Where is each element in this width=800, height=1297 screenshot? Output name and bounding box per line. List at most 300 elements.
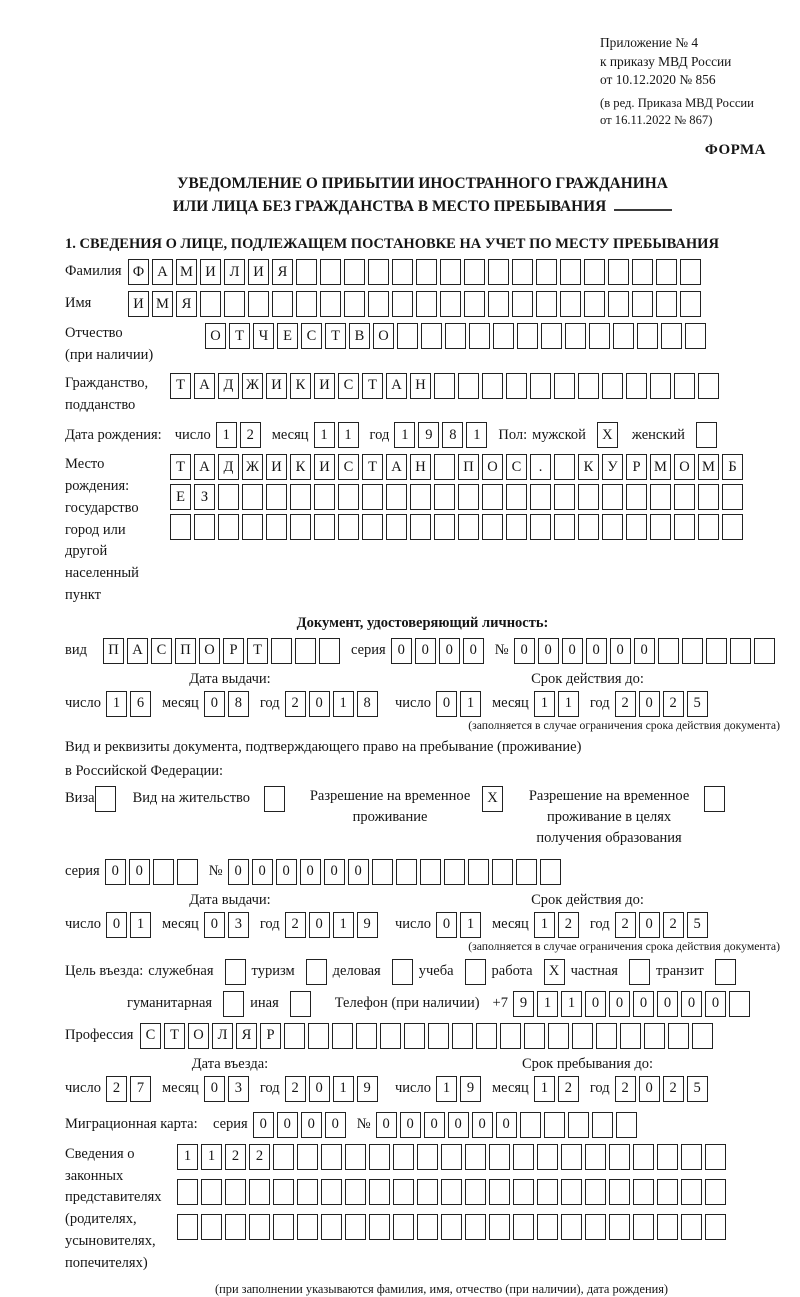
char-box: 9 bbox=[513, 991, 534, 1017]
char-box: З bbox=[194, 484, 215, 510]
char-box: Д bbox=[218, 454, 239, 480]
char-box bbox=[393, 1179, 414, 1205]
char-box: О bbox=[482, 454, 503, 480]
char-box: 0 bbox=[514, 638, 535, 664]
char-box bbox=[530, 514, 551, 540]
char-box bbox=[297, 1144, 318, 1170]
char-box: П bbox=[458, 454, 479, 480]
char-box: 0 bbox=[424, 1112, 445, 1138]
char-box bbox=[273, 1179, 294, 1205]
char-box: 3 bbox=[228, 1076, 249, 1102]
migration-number-cells bbox=[376, 1112, 640, 1138]
char-box: 1 bbox=[333, 691, 354, 717]
char-box bbox=[730, 638, 751, 664]
representatives-row bbox=[65, 1144, 780, 1275]
char-box: Л bbox=[224, 259, 245, 285]
option-residence-permit-label: Вид на жительство bbox=[132, 789, 251, 806]
char-box: Т bbox=[170, 373, 191, 399]
char-box bbox=[372, 859, 393, 885]
char-box: 2 bbox=[615, 691, 636, 717]
char-box bbox=[458, 373, 479, 399]
purpose-business-checkbox bbox=[392, 959, 413, 985]
char-box: Р bbox=[626, 454, 647, 480]
char-box: 8 bbox=[357, 691, 378, 717]
purpose-private-checkbox bbox=[629, 959, 650, 985]
char-box: 1 bbox=[338, 422, 359, 448]
char-box bbox=[465, 1179, 486, 1205]
char-box: 2 bbox=[285, 1076, 306, 1102]
birthplace-cells-row3 bbox=[170, 514, 746, 540]
char-box bbox=[320, 291, 341, 317]
char-box bbox=[224, 291, 245, 317]
stay-month-cells bbox=[534, 1076, 582, 1102]
char-box: М bbox=[698, 454, 719, 480]
char-box bbox=[369, 1179, 390, 1205]
sex-male-checkbox: X bbox=[597, 422, 618, 448]
option-temp-residence-education bbox=[520, 786, 728, 849]
char-box bbox=[698, 373, 719, 399]
char-box bbox=[530, 484, 551, 510]
char-box: 0 bbox=[633, 991, 654, 1017]
char-box bbox=[465, 1144, 486, 1170]
year-label: год bbox=[259, 1080, 280, 1097]
char-box: Ж bbox=[242, 454, 263, 480]
entry-purpose-label: Цель въезда: bbox=[65, 963, 144, 980]
stay-until-title: Срок пребывания до: bbox=[522, 1055, 653, 1072]
char-box bbox=[273, 1144, 294, 1170]
char-box bbox=[410, 484, 431, 510]
identity-expiry-month-cells bbox=[534, 691, 582, 717]
char-box bbox=[266, 514, 287, 540]
char-box: 1 bbox=[460, 691, 481, 717]
identity-doc-row bbox=[65, 638, 780, 664]
char-box bbox=[464, 259, 485, 285]
char-box: О bbox=[373, 323, 394, 349]
char-box bbox=[609, 1214, 630, 1240]
title-blank-line bbox=[614, 196, 672, 211]
purpose-official-checkbox bbox=[225, 959, 246, 985]
char-box bbox=[345, 1179, 366, 1205]
char-box: И bbox=[266, 373, 287, 399]
char-box bbox=[513, 1144, 534, 1170]
char-box bbox=[565, 323, 586, 349]
residence-number-label: № bbox=[208, 863, 223, 880]
char-box bbox=[537, 1179, 558, 1205]
surname-cells bbox=[128, 259, 704, 285]
migration-series-label: серия bbox=[213, 1116, 248, 1133]
char-box bbox=[482, 373, 503, 399]
char-box: 0 bbox=[348, 859, 369, 885]
identity-issue-month-cells bbox=[204, 691, 252, 717]
representatives-cells-row3 bbox=[177, 1214, 729, 1240]
day-label: число bbox=[395, 1080, 431, 1097]
doc-type-cells bbox=[103, 638, 343, 664]
purpose-transit-checkbox bbox=[715, 959, 736, 985]
char-box bbox=[345, 1144, 366, 1170]
residence-doc-series-row bbox=[65, 859, 780, 885]
char-box bbox=[417, 1179, 438, 1205]
char-box bbox=[609, 1144, 630, 1170]
char-box bbox=[493, 323, 514, 349]
residence-expiry-day-cells bbox=[436, 912, 484, 938]
char-box bbox=[657, 1144, 678, 1170]
char-box bbox=[421, 323, 442, 349]
char-box: 0 bbox=[105, 859, 126, 885]
char-box: 1 bbox=[537, 991, 558, 1017]
char-box bbox=[380, 1023, 401, 1049]
char-box bbox=[554, 484, 575, 510]
purpose-official-label: служебная bbox=[148, 963, 214, 980]
birth-month-cells bbox=[314, 422, 362, 448]
char-box: В bbox=[349, 323, 370, 349]
representatives-cells-row2 bbox=[177, 1179, 729, 1205]
char-box: 0 bbox=[496, 1112, 517, 1138]
char-box bbox=[194, 514, 215, 540]
char-box: 0 bbox=[228, 859, 249, 885]
form-title-line1: УВЕДОМЛЕНИЕ О ПРИБЫТИИ ИНОСТРАННОГО ГРАЖДАНИНА bbox=[177, 175, 668, 193]
char-box: У bbox=[602, 454, 623, 480]
char-box bbox=[589, 323, 610, 349]
identity-expiry-year-cells bbox=[615, 691, 711, 717]
surname-row bbox=[65, 259, 780, 285]
char-box: 2 bbox=[240, 422, 261, 448]
char-box bbox=[489, 1179, 510, 1205]
option-temp-residence-education-checkbox bbox=[704, 786, 725, 812]
option-residence-permit-checkbox bbox=[264, 786, 285, 812]
char-box: 0 bbox=[439, 638, 460, 664]
char-box: И bbox=[200, 259, 221, 285]
char-box bbox=[674, 514, 695, 540]
char-box bbox=[242, 484, 263, 510]
migration-card-row bbox=[65, 1112, 780, 1138]
representatives-label: Сведения о законных представителях (родителях, усыновителях, попечителях) bbox=[65, 1145, 162, 1271]
char-box bbox=[650, 484, 671, 510]
char-box: Л bbox=[212, 1023, 233, 1049]
residence-expiry-year-cells bbox=[615, 912, 711, 938]
doc-series-cells bbox=[391, 638, 487, 664]
char-box bbox=[706, 638, 727, 664]
char-box bbox=[680, 291, 701, 317]
char-box: О bbox=[674, 454, 695, 480]
char-box bbox=[273, 1214, 294, 1240]
char-box bbox=[338, 484, 359, 510]
char-box bbox=[476, 1023, 497, 1049]
residence-series-label: серия bbox=[65, 863, 100, 880]
purpose-tourism-checkbox bbox=[306, 959, 327, 985]
day-label: число bbox=[65, 1080, 101, 1097]
char-box bbox=[434, 484, 455, 510]
char-box: Ж bbox=[242, 373, 263, 399]
representatives-cells-row1 bbox=[177, 1144, 729, 1170]
char-box bbox=[218, 514, 239, 540]
char-box bbox=[314, 514, 335, 540]
char-box bbox=[536, 259, 557, 285]
char-box: 0 bbox=[634, 638, 655, 664]
char-box bbox=[272, 291, 293, 317]
char-box: 2 bbox=[225, 1144, 246, 1170]
purpose-other-label: иная bbox=[250, 995, 279, 1012]
char-box: Я bbox=[236, 1023, 257, 1049]
identity-doc-dates bbox=[65, 671, 780, 717]
char-box bbox=[362, 484, 383, 510]
char-box: Т bbox=[362, 373, 383, 399]
char-box bbox=[584, 291, 605, 317]
char-box: 2 bbox=[663, 912, 684, 938]
char-box bbox=[661, 323, 682, 349]
char-box bbox=[284, 1023, 305, 1049]
char-box: 1 bbox=[201, 1144, 222, 1170]
char-box bbox=[392, 259, 413, 285]
char-box: П bbox=[103, 638, 124, 664]
residence-expiry-date bbox=[395, 912, 780, 938]
char-box: Е bbox=[277, 323, 298, 349]
char-box bbox=[578, 373, 599, 399]
year-label: год bbox=[589, 1080, 610, 1097]
residence-doc-line1: Вид и реквизиты документа, подтверждающего право на пребывание (проживание) bbox=[65, 738, 582, 755]
char-box: 1 bbox=[561, 991, 582, 1017]
profession-cells bbox=[140, 1023, 716, 1049]
char-box bbox=[540, 859, 561, 885]
char-box bbox=[225, 1214, 246, 1240]
char-box: 0 bbox=[586, 638, 607, 664]
option-temp-residence bbox=[304, 786, 506, 828]
char-box: 0 bbox=[609, 991, 630, 1017]
citizenship-cells bbox=[170, 373, 722, 399]
issue-date-title: Дата выдачи: bbox=[189, 670, 271, 687]
char-box bbox=[682, 638, 703, 664]
char-box bbox=[506, 514, 527, 540]
char-box bbox=[524, 1023, 545, 1049]
char-box: 0 bbox=[301, 1112, 322, 1138]
char-box: 0 bbox=[400, 1112, 421, 1138]
char-box: 0 bbox=[639, 691, 660, 717]
char-box bbox=[345, 1214, 366, 1240]
month-label: месяц bbox=[491, 1080, 529, 1097]
char-box: 0 bbox=[309, 912, 330, 938]
char-box: 0 bbox=[436, 691, 457, 717]
appendix-header bbox=[600, 34, 780, 129]
char-box: 1 bbox=[333, 912, 354, 938]
char-box bbox=[417, 1214, 438, 1240]
purpose-transit-label: транзит bbox=[655, 963, 704, 980]
residence-issue-month-cells bbox=[204, 912, 252, 938]
residence-doc-options bbox=[65, 786, 780, 849]
char-box bbox=[468, 859, 489, 885]
char-box: 0 bbox=[639, 1076, 660, 1102]
identity-doc-heading: Документ, удостоверяющий личность: bbox=[296, 614, 549, 631]
char-box bbox=[153, 859, 174, 885]
char-box bbox=[368, 291, 389, 317]
char-box: 1 bbox=[466, 422, 487, 448]
char-box: 0 bbox=[391, 638, 412, 664]
char-box: К bbox=[290, 373, 311, 399]
char-box: 0 bbox=[106, 912, 127, 938]
char-box bbox=[578, 484, 599, 510]
char-box bbox=[417, 1144, 438, 1170]
char-box bbox=[482, 514, 503, 540]
residence-expiry-note: (заполняется в случае ограничения срока действия документа) bbox=[468, 939, 780, 953]
char-box: 2 bbox=[285, 912, 306, 938]
purpose-phone-row bbox=[127, 991, 780, 1017]
char-box bbox=[705, 1214, 726, 1240]
char-box: А bbox=[194, 454, 215, 480]
citizenship-row bbox=[65, 373, 780, 417]
char-box bbox=[602, 514, 623, 540]
char-box bbox=[681, 1144, 702, 1170]
char-box bbox=[692, 1023, 713, 1049]
char-box: С bbox=[301, 323, 322, 349]
char-box bbox=[568, 1112, 589, 1138]
char-box bbox=[177, 859, 198, 885]
form-title-line2: ИЛИ ЛИЦА БЕЗ ГРАЖДАНСТВА В МЕСТО ПРЕБЫВАНИЯ bbox=[65, 195, 780, 218]
char-box bbox=[698, 484, 719, 510]
char-box bbox=[554, 373, 575, 399]
char-box bbox=[441, 1214, 462, 1240]
char-box: 0 bbox=[639, 912, 660, 938]
char-box bbox=[541, 323, 562, 349]
month-label: месяц bbox=[491, 695, 529, 712]
char-box bbox=[722, 514, 743, 540]
char-box: А bbox=[386, 454, 407, 480]
representatives-note: (при заполнении указываются фамилия, имя, отчество (при наличии), дата рождения) bbox=[215, 1282, 669, 1297]
char-box bbox=[428, 1023, 449, 1049]
char-box bbox=[674, 484, 695, 510]
char-box: 5 bbox=[687, 1076, 708, 1102]
char-box bbox=[482, 484, 503, 510]
purpose-work-checkbox: X bbox=[544, 959, 565, 985]
doc-number-label: № bbox=[494, 642, 509, 659]
option-temp-residence-label: Разрешение на временное проживание bbox=[309, 787, 471, 825]
char-box bbox=[754, 638, 775, 664]
expiry-date-title: Срок действия до: bbox=[531, 891, 644, 908]
char-box bbox=[396, 859, 417, 885]
char-box: О bbox=[199, 638, 220, 664]
char-box bbox=[441, 1179, 462, 1205]
char-box bbox=[170, 514, 191, 540]
char-box bbox=[536, 291, 557, 317]
day-label: число bbox=[395, 916, 431, 933]
char-box: 0 bbox=[204, 1076, 225, 1102]
char-box bbox=[458, 484, 479, 510]
char-box: О bbox=[188, 1023, 209, 1049]
residence-issue-year-cells bbox=[285, 912, 381, 938]
char-box bbox=[602, 484, 623, 510]
sex-female-checkbox bbox=[696, 422, 717, 448]
char-box bbox=[440, 291, 461, 317]
birthplace-cells-row2 bbox=[170, 484, 746, 510]
char-box: Т bbox=[362, 454, 383, 480]
char-box bbox=[225, 1179, 246, 1205]
char-box bbox=[626, 484, 647, 510]
char-box: Я bbox=[272, 259, 293, 285]
surname-label: Фамилия bbox=[65, 263, 122, 280]
char-box: 0 bbox=[657, 991, 678, 1017]
char-box: Р bbox=[260, 1023, 281, 1049]
char-box: 0 bbox=[253, 1112, 274, 1138]
char-box: А bbox=[152, 259, 173, 285]
migration-number-label: № bbox=[356, 1116, 371, 1133]
patronymic-row bbox=[65, 323, 780, 367]
char-box: 0 bbox=[277, 1112, 298, 1138]
char-box bbox=[201, 1214, 222, 1240]
purpose-humanitarian-label: гуманитарная bbox=[127, 995, 213, 1012]
char-box: 0 bbox=[325, 1112, 346, 1138]
char-box: 0 bbox=[463, 638, 484, 664]
char-box bbox=[249, 1214, 270, 1240]
char-box bbox=[608, 259, 629, 285]
purpose-business-label: деловая bbox=[332, 963, 381, 980]
char-box: 9 bbox=[357, 912, 378, 938]
char-box bbox=[705, 1179, 726, 1205]
purpose-work-label: работа bbox=[491, 963, 533, 980]
char-box bbox=[560, 259, 581, 285]
purpose-private-label: частная bbox=[570, 963, 618, 980]
day-label: число bbox=[395, 695, 431, 712]
char-box bbox=[554, 514, 575, 540]
char-box bbox=[668, 1023, 689, 1049]
char-box bbox=[242, 514, 263, 540]
char-box bbox=[656, 291, 677, 317]
char-box bbox=[271, 638, 292, 664]
char-box bbox=[656, 259, 677, 285]
char-box: . bbox=[530, 454, 551, 480]
char-box bbox=[344, 291, 365, 317]
char-box bbox=[434, 514, 455, 540]
char-box: 0 bbox=[309, 691, 330, 717]
char-box: 2 bbox=[106, 1076, 127, 1102]
char-box: 0 bbox=[324, 859, 345, 885]
doc-type-label: вид bbox=[65, 641, 87, 658]
phone-label: Телефон (при наличии) bbox=[334, 995, 480, 1012]
char-box bbox=[218, 484, 239, 510]
char-box bbox=[492, 859, 513, 885]
given-name-label: Имя bbox=[65, 295, 92, 312]
char-box: 0 bbox=[129, 859, 150, 885]
char-box bbox=[290, 484, 311, 510]
char-box: 1 bbox=[558, 691, 579, 717]
char-box bbox=[561, 1179, 582, 1205]
month-label: месяц bbox=[491, 916, 529, 933]
stay-day-cells bbox=[436, 1076, 484, 1102]
residence-number-cells bbox=[228, 859, 564, 885]
char-box bbox=[434, 454, 455, 480]
birth-date-label: Дата рождения: bbox=[65, 426, 162, 443]
char-box: И bbox=[128, 291, 149, 317]
char-box bbox=[620, 1023, 641, 1049]
char-box: 2 bbox=[663, 1076, 684, 1102]
sex-label: Пол: bbox=[498, 426, 528, 443]
char-box bbox=[705, 1144, 726, 1170]
char-box: 2 bbox=[285, 691, 306, 717]
char-box bbox=[584, 259, 605, 285]
char-box: Т bbox=[164, 1023, 185, 1049]
year-label: год bbox=[259, 695, 280, 712]
char-box bbox=[644, 1023, 665, 1049]
char-box: 1 bbox=[216, 422, 237, 448]
char-box bbox=[296, 291, 317, 317]
char-box bbox=[177, 1179, 198, 1205]
char-box: 2 bbox=[558, 1076, 579, 1102]
char-box bbox=[369, 1214, 390, 1240]
char-box bbox=[314, 484, 335, 510]
birthplace-cells-block bbox=[170, 454, 746, 544]
char-box: 0 bbox=[585, 991, 606, 1017]
char-box bbox=[520, 1112, 541, 1138]
option-residence-permit bbox=[133, 786, 288, 812]
char-box: 2 bbox=[249, 1144, 270, 1170]
char-box: М bbox=[176, 259, 197, 285]
char-box bbox=[441, 1144, 462, 1170]
